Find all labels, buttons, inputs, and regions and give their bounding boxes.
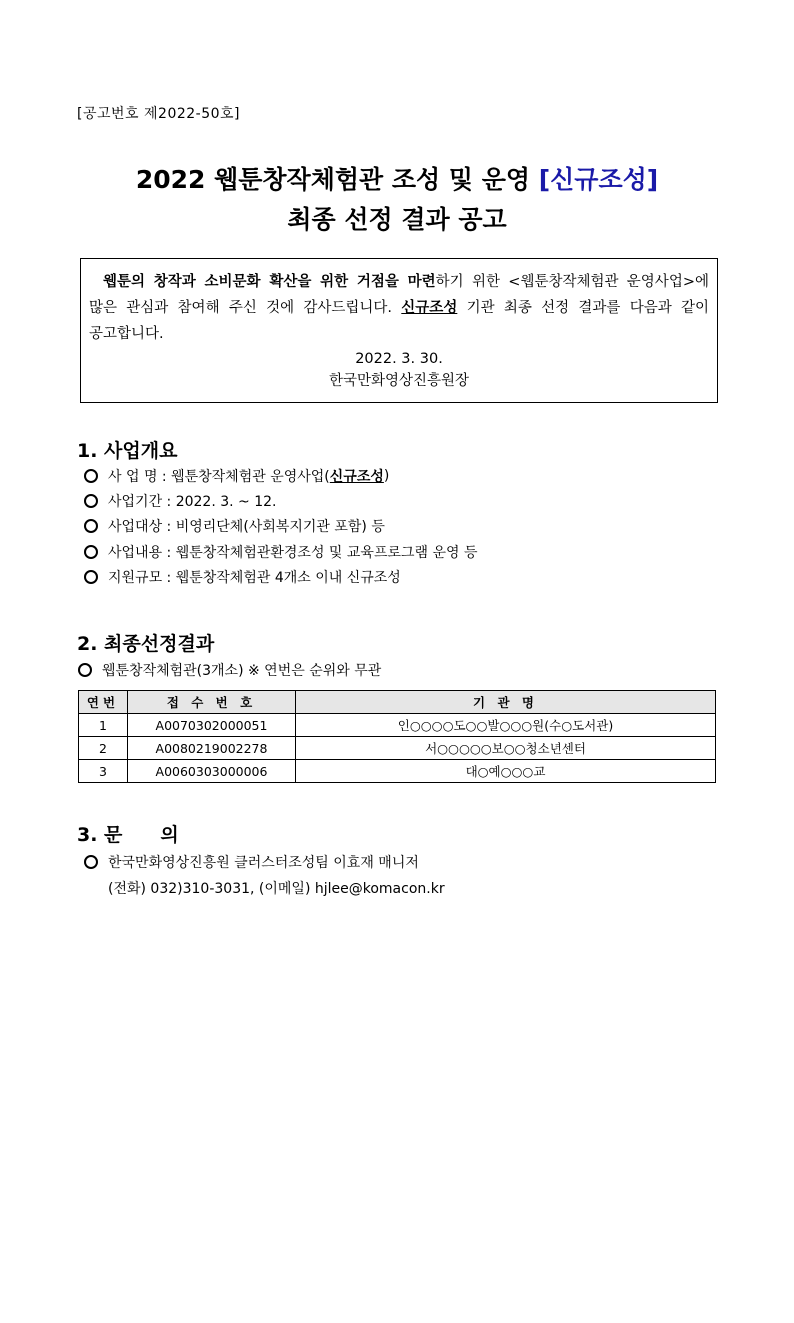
cell-org-name: 인○○○○도○○발○○○원(수○도서관)	[296, 714, 716, 737]
cell-org-name: 서○○○○○보○○청소년센터	[296, 737, 716, 760]
circle-bullet-icon	[78, 663, 92, 677]
cell-receipt-no: A0080219002278	[128, 737, 296, 760]
section1-item	[84, 567, 401, 587]
result-table	[78, 690, 716, 783]
item-label: 사업대상 : 비영리단체(사회복지기관 포함) 등	[108, 519, 385, 535]
item-label: 사업내용 : 웹툰창작체험관환경조성 및 교육프로그램 운영 등	[108, 545, 478, 561]
intro-underlined: 신규조성	[401, 300, 458, 316]
item-label: 사업기간 : 2022. 3. ~ 12.	[108, 494, 277, 510]
section2-bullet	[78, 660, 381, 680]
title-prefix: 2022 웹툰창작체험관 조성 및 운영	[135, 165, 539, 194]
item-label: 지원규모 : 웹툰창작체험관 4개소 이내 신규조성	[108, 570, 401, 586]
title-highlight: [신규조성]	[538, 165, 659, 194]
circle-bullet-icon	[84, 545, 98, 559]
header-receipt-no: 접 수 번 호	[128, 691, 296, 714]
cell-seq: 2	[79, 737, 128, 760]
intro-box	[80, 258, 718, 403]
section3-heading: 3. 문 의	[77, 824, 179, 846]
section2-heading: 2. 최종선정결과	[77, 633, 215, 655]
cell-receipt-no: A0060303000006	[128, 760, 296, 783]
intro-text: 하기 위한 <웹툰창작체험관 운영사업>에 많은 관심과 참여해 주신 것에 감사드립니다.	[89, 274, 709, 316]
intro-issuer: 한국만화영상진흥원장	[328, 373, 470, 389]
notice-number: [공고번호 제2022-50호]	[77, 106, 241, 122]
intro-bold: 웹툰의 창작과 소비문화 확산을 위한 거점을 마련	[103, 274, 436, 290]
contact-details: (전화) 032)310-3031, (이메일) hjlee@komacon.kr	[108, 881, 445, 897]
contact-item	[84, 852, 419, 872]
cell-org-name: 대○예○○○교	[296, 760, 716, 783]
section1-item	[84, 542, 478, 562]
table-row	[79, 714, 716, 737]
header-org-name: 기 관 명	[296, 691, 716, 714]
header-seq: 연번	[79, 691, 128, 714]
intro-end: 기관 최종 선정 결과를 다음과 같이 공고합니다.	[89, 300, 709, 342]
section1-item	[84, 491, 277, 511]
page-title	[0, 160, 794, 196]
section1-item	[84, 516, 385, 536]
section1-heading: 1. 사업개요	[77, 440, 178, 462]
section2-bullet-text: 웹툰창작체험관(3개소) ※ 연번은 순위와 무관	[102, 663, 382, 679]
table-row	[79, 760, 716, 783]
cell-seq: 3	[79, 760, 128, 783]
section1-item	[84, 466, 389, 486]
table-header-row	[79, 691, 716, 714]
contact-person: 한국만화영상진흥원 클러스터조성팀 이효재 매니저	[108, 855, 419, 871]
intro-paragraph	[89, 269, 709, 347]
item-underline: 신규조성	[329, 469, 384, 485]
item-label: 사 업 명 : 웹툰창작체험관 운영사업(	[108, 469, 330, 485]
circle-bullet-icon	[84, 469, 98, 483]
cell-seq: 1	[79, 714, 128, 737]
table-row	[79, 737, 716, 760]
intro-date: 2022. 3. 30.	[355, 351, 443, 367]
cell-receipt-no: A0070302000051	[128, 714, 296, 737]
circle-bullet-icon	[84, 519, 98, 533]
page-subtitle: 최종 선정 결과 공고	[287, 205, 507, 234]
circle-bullet-icon	[84, 570, 98, 584]
circle-bullet-icon	[84, 494, 98, 508]
circle-bullet-icon	[84, 855, 98, 869]
item-suffix: )	[383, 468, 390, 484]
